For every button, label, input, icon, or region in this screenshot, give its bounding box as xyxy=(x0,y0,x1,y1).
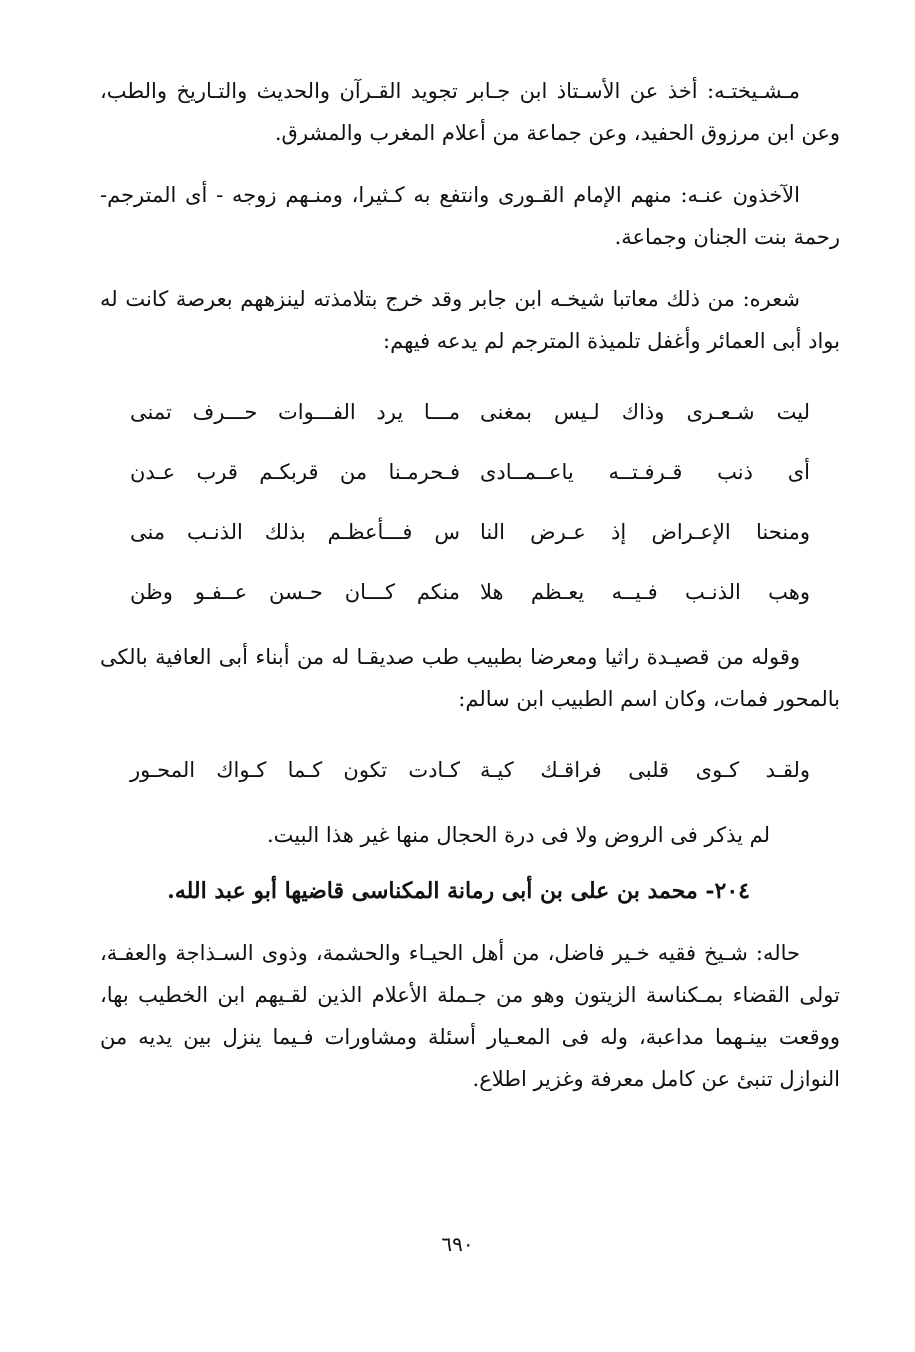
verse-first-hemistich: ومنحنا الإعـراض إذ عـرض النا xyxy=(480,520,810,544)
page-number: ٦٩٠ xyxy=(441,1232,474,1256)
verse-first-hemistich: وهب الذنـب فـيــه يعـظم هلا xyxy=(480,580,810,604)
paragraph-mashyakha: مـشـيختـه: أخذ عن الأسـتاذ ابن جـابر تجويد القـرآن والحديث والتـاريخ والطب، وعن ابن مرزوق الحفيد، وعن جماعة من أعلام المغرب والمشرق. xyxy=(100,79,840,145)
paragraph-biography: حاله: شـيخ فقيه خـير فاضل، من أهل الحيـاء والحشمة، وذوى السـذاجة والعفـة، تولى القضاء بمـكناسة الزيتون وهو من جـملة الأعلام الذين لقـيهم ابن الخطيب بها، ووقعت بينـهما مداعبة، وله فى المعـيار أسئلة ومشاورات فـيما ينزل بين يديه من النوازل تنبئ عن كامل معرفة وغزير اطلاع. xyxy=(100,941,840,1091)
verse xyxy=(100,502,840,562)
verse xyxy=(100,740,840,800)
verse-second-hemistich: منكم كـــان حـسن عــفـو وظن xyxy=(130,580,460,604)
verse-first-hemistich: ليت شـعـرى وذاك لـيس بمغنى xyxy=(480,400,810,424)
verse xyxy=(100,442,840,502)
verse xyxy=(100,382,840,442)
verse xyxy=(100,562,840,622)
verse-first-hemistich: ولقـد كـوى قلبى فراقـك كيـة xyxy=(480,758,810,782)
verse-second-hemistich: مـــا يرد الفـــوات حـــرف تمنى xyxy=(130,400,460,424)
paragraph-poetry-intro: شعره: من ذلك معاتبا شيخـه ابن جابر وقد خرج بتلامذته لينزههم بعرصة كانت له بواد أبى العمائر وأغفل تلميذة المترجم لم يدعه فيهم: xyxy=(100,287,840,353)
entry-heading: ٢٠٤- محمد بن على بن أبى رمانة المكناسى قاضيها أبو عبد الله. xyxy=(167,878,750,904)
verse-second-hemistich: فـحرمـنا من قربكـم قرب عـدن xyxy=(130,460,460,484)
verse-first-hemistich: أى ذنب قـرفـتــه ياعــمــادى xyxy=(480,460,810,484)
verse-second-hemistich: كـادت تكون كـما كـواك المحـور xyxy=(130,758,460,782)
paragraph-students: الآخذون عنـه: منهم الإمام القـورى وانتفع به كـثيرا، ومنـهم زوجه - أى المترجم- رحمة بنت الجنان وجماعة. xyxy=(100,183,840,249)
page-body xyxy=(100,70,840,1100)
paragraph-source-note: لم يذكر فى الروض ولا فى درة الحجال منها غير هذا البيت. xyxy=(266,823,770,847)
poem-elegy xyxy=(100,740,840,800)
poem-reproach xyxy=(100,382,840,622)
verse-second-hemistich: س فـــأعظـم بذلك الذنـب منى xyxy=(130,520,460,544)
paragraph-elegy-intro: وقوله من قصيـدة راثيا ومعرضا بطبيب طب صديقـا له من أبناء أبى العافية بالكى بالمحور فمات، وكان اسم الطبيب ابن سالم: xyxy=(100,645,840,711)
